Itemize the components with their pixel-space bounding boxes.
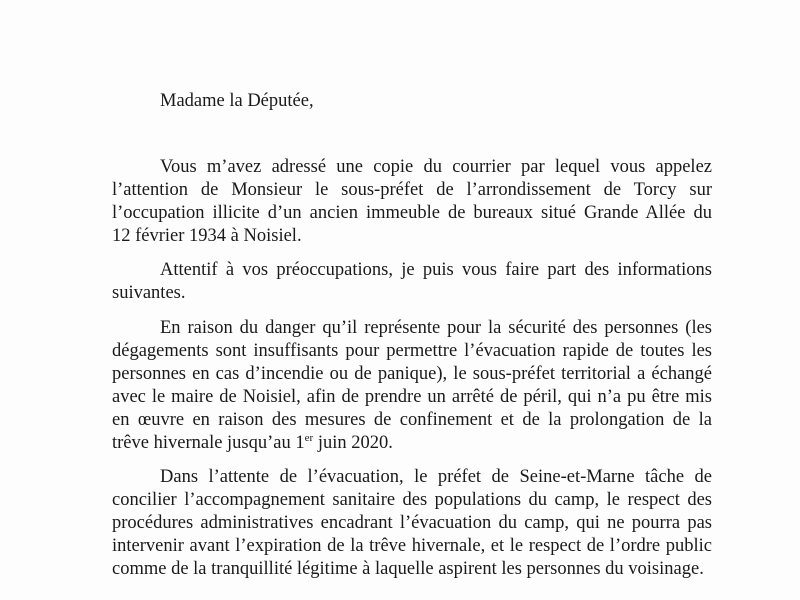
paragraph-line: avec le maire de Noisiel, afin de prendre un arrêté de péril, qui n’a pu être mis (112, 387, 712, 407)
paragraph-line-last (112, 432, 712, 455)
paragraph-line: dégagements sont insuffisants pour permettre l’évacuation rapide de toutes les (112, 341, 712, 361)
paragraph-line: l’attention de Monsieur le sous-préfet de l’arrondissement de Torcy sur (112, 180, 712, 200)
paragraph-line: Vous m’avez adressé une copie du courrier par lequel vous appelez (160, 157, 712, 177)
paragraph-line: 12 février 1934 à Noisiel. (112, 226, 302, 246)
paragraph-line: Attentif à vos préoccupations, je puis vous faire part des informations (160, 260, 712, 280)
paragraph-line: Dans l’attente de l’évacuation, le préfet de Seine-et-Marne tâche de (160, 467, 712, 487)
paragraph-line: procédures administratives encadrant l’évacuation du camp, qui ne pourra pas (112, 513, 712, 533)
ordinal-superscript: er (304, 431, 314, 444)
paragraph-line: suivantes. (112, 283, 186, 303)
paragraph-line: l’occupation illicite d’un ancien immeuble de bureaux situé Grande Allée du (112, 203, 712, 223)
salutation: Madame la Députée, (160, 91, 314, 111)
paragraph-line: en œuvre en raison des mesures de confinement et de la prolongation de la (112, 410, 712, 430)
paragraph-3 (112, 317, 712, 455)
paragraph-4 (112, 466, 712, 581)
paragraph-1 (112, 156, 712, 248)
paragraph-line: En raison du danger qu’il représente pour la sécurité des personnes (les (160, 318, 712, 338)
line-text: trêve hivernale jusqu’au 1 (112, 433, 305, 453)
line-text: juin 2020. (313, 433, 393, 453)
paragraph-line: concilier l’accompagnement sanitaire des populations du camp, le respect des (112, 490, 712, 510)
paragraph-line: comme de la tranquillité légitime à laquelle aspirent les personnes du voisinage. (112, 559, 704, 579)
paragraph-2 (112, 259, 712, 305)
paragraph-line: personnes en cas d’incendie ou de panique), le sous-préfet territorial a échangé (112, 364, 712, 384)
paragraph-line: intervenir avant l’expiration de la trêve hivernale, et le respect de l’ordre public (112, 536, 712, 556)
